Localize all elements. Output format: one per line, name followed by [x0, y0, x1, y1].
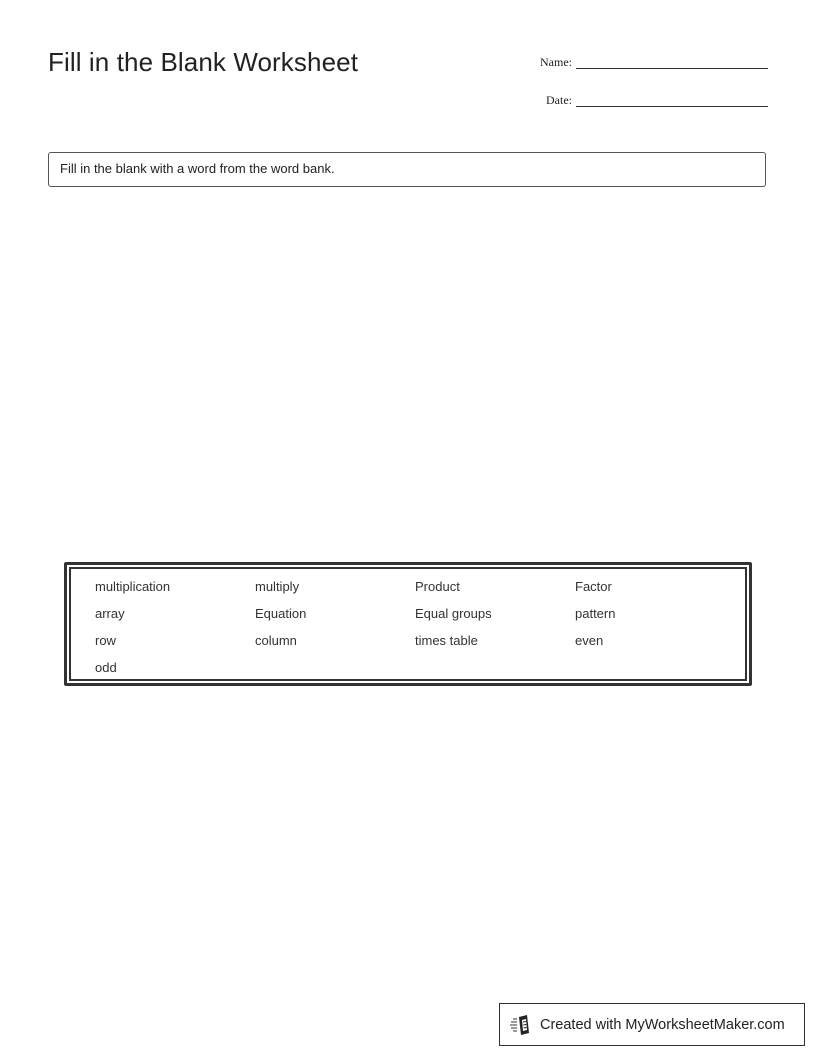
- date-blank-line[interactable]: [576, 88, 768, 107]
- date-label: Date:: [546, 93, 572, 107]
- word-bank-inner-border: [69, 567, 747, 681]
- word-bank-item: multiplication: [95, 579, 171, 594]
- word-bank-item: Factor: [575, 579, 612, 594]
- instructions-box: [48, 152, 766, 187]
- date-field: [546, 88, 768, 107]
- name-blank-line[interactable]: [576, 50, 768, 69]
- worksheet-maker-logo-icon: [510, 1014, 534, 1036]
- word-bank-item: odd: [95, 660, 117, 675]
- word-bank-item: row: [95, 633, 116, 648]
- worksheet-title: Fill in the Blank Worksheet: [48, 47, 359, 77]
- name-field: [540, 50, 768, 69]
- created-with-text: Created with MyWorksheetMaker.com: [540, 1016, 785, 1033]
- word-bank-item: pattern: [575, 606, 616, 621]
- instructions-text: Fill in the blank with a word from the word bank.: [60, 161, 335, 176]
- name-label: Name:: [540, 55, 572, 69]
- word-bank-item: Equation: [255, 606, 307, 621]
- word-bank: [64, 562, 752, 686]
- word-bank-item: Equal groups: [415, 606, 492, 621]
- word-bank-grid: [95, 578, 735, 686]
- word-bank-item: column: [255, 633, 297, 648]
- word-bank-item: array: [95, 606, 125, 621]
- word-bank-item: even: [575, 633, 604, 648]
- word-bank-item: Product: [415, 579, 460, 594]
- word-bank-item: multiply: [255, 579, 300, 594]
- created-with-badge[interactable]: [499, 1003, 805, 1046]
- word-bank-item: times table: [415, 633, 478, 648]
